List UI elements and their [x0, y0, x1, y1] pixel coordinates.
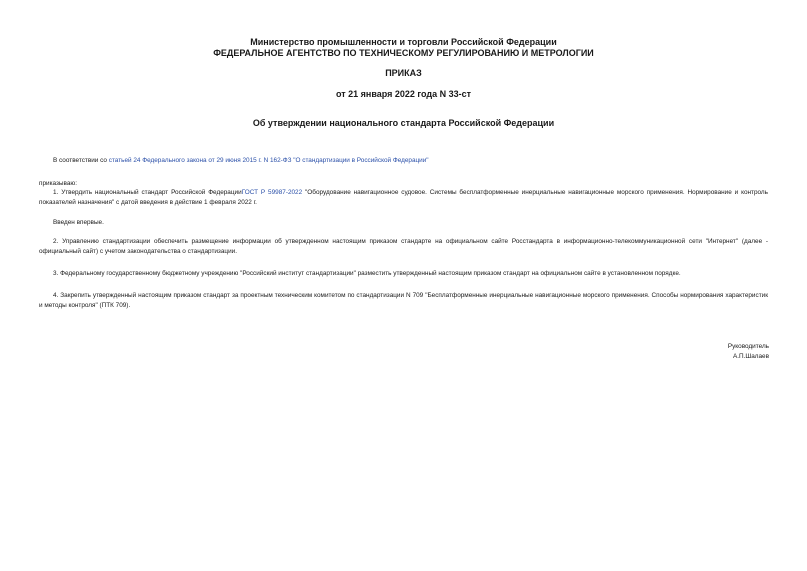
intro-paragraph [39, 156, 768, 166]
law-article-link[interactable]: статьей 24 Федерального закона от 29 июня 2015 г. N 162-ФЗ "О стандартизации в Российской Федерации" [108, 157, 429, 164]
ministry-heading: Министерство промышленности и торговли Российской Федерации [250, 37, 557, 47]
document-subject: Об утверждении национального стандарта Российской Федерации [252, 118, 555, 128]
item-2-paragraph: 2. Управлению стандартизации обеспечить размещение информации об утвержденном настоящим приказом стандарте на официальном сайте Росстандарта в информационно-телекоммуникационной сети "Интернет" (далее - официальный сайт) с учетом законодательства о стандартизации. [39, 238, 768, 255]
order-word: приказываю: [39, 180, 77, 187]
item-1-suffix: "Оборудование навигационное судовое. Системы бесплатформенные инерциальные навигационные морского применения. Нормирование и контроль показателей назначения" с датой введения в действие 1 февраля 2022 г. [39, 189, 768, 206]
item-3-paragraph: 3. Федеральному государственному бюджетному учреждению "Российский институт стандартизации" разместить утвержденный настоящим приказом стандарт на официальном сайте в установленном порядке. [53, 270, 681, 277]
gost-standard-link[interactable]: ГОСТ Р 59987-2022 [241, 189, 303, 196]
signatory-name: А.П.Шалаев [732, 353, 769, 360]
document-type-heading: ПРИКАЗ [385, 68, 422, 78]
item-1-paragraph [39, 188, 768, 207]
introduced-first-note: Введен впервые. [53, 219, 104, 226]
signatory-title: Руководитель [727, 343, 769, 350]
intro-prefix: В соответствии со [53, 157, 109, 164]
item-4-paragraph: 4. Закрепить утвержденный настоящим приказом стандарт за проектным техническим комитетом по стандартизации N 709 "Бесплатформенные инерциальные навигационные морского применения. Способы нормирования характеристик и методы контроля" (ПТК 709). [39, 292, 768, 309]
agency-heading: ФЕДЕРАЛЬНОЕ АГЕНТСТВО ПО ТЕХНИЧЕСКОМУ РЕГУЛИРОВАНИЮ И МЕТРОЛОГИИ [213, 48, 594, 58]
item-1-prefix: 1. Утвердить национальный стандарт Российской Федерации [53, 189, 242, 196]
document-date-number: от 21 января 2022 года N 33-ст [335, 89, 472, 99]
